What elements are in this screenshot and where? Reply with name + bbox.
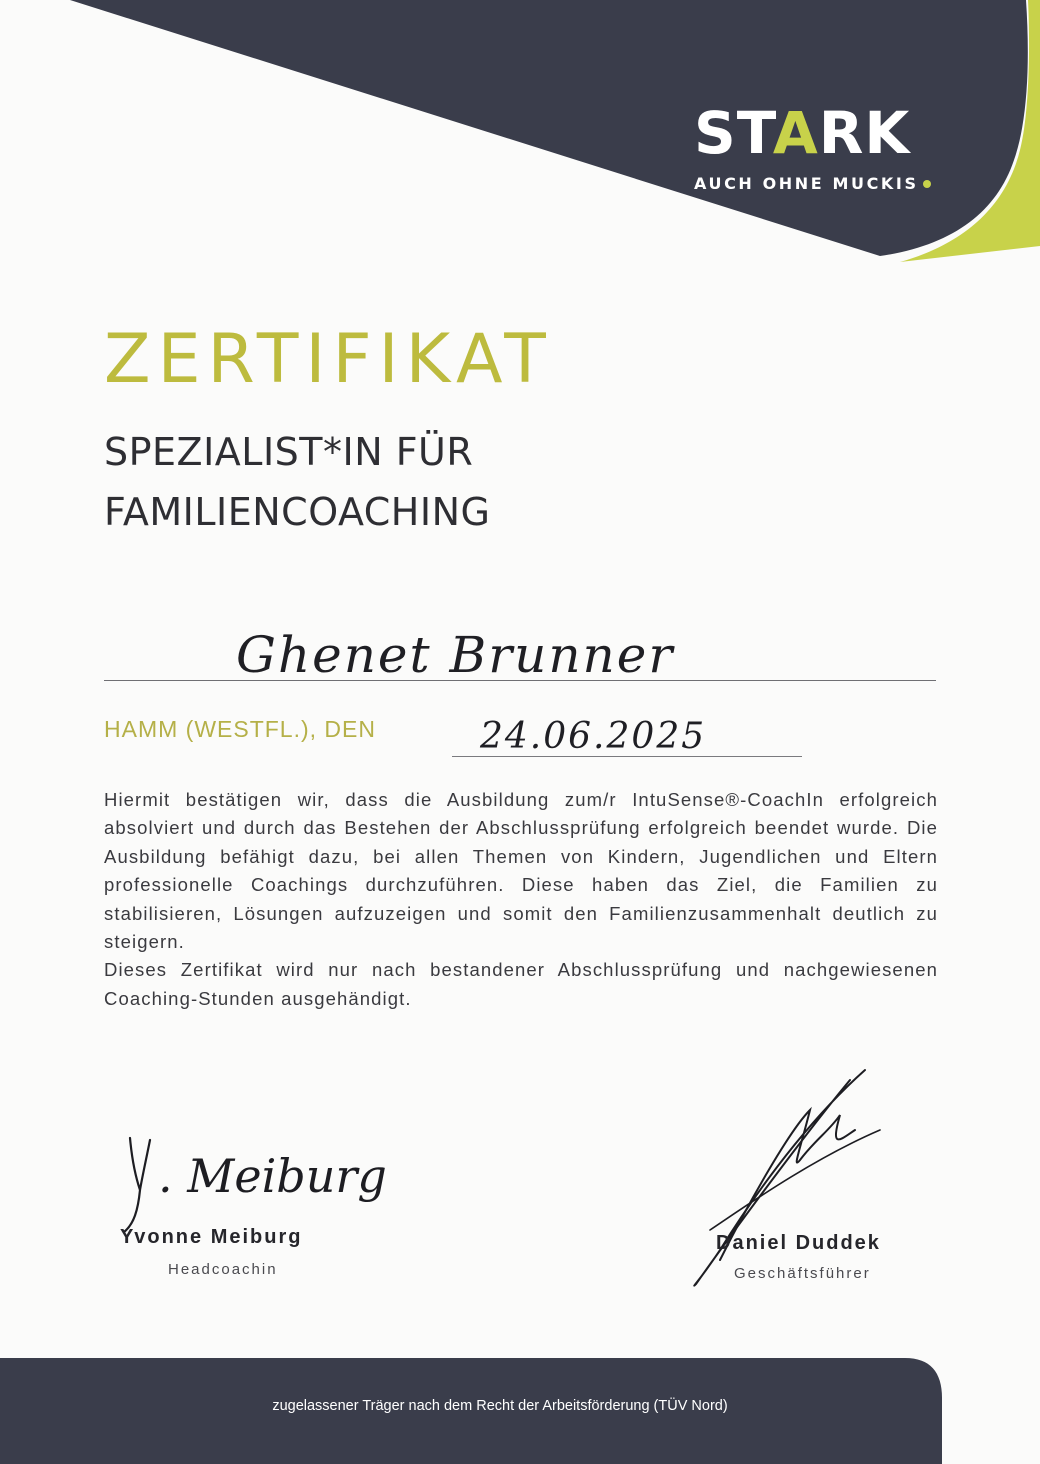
body-paragraph-2: Dieses Zertifikat wird nur nach bestandener Abschlussprüfung und nachgewiesenen Coaching-Stunden ausgehändigt. [104,959,938,1009]
stark-logo [694,99,960,167]
signature-left-name: Yvonne Meiburg [120,1226,303,1248]
issue-date: 24.06.2025 [480,716,707,757]
place-label: HAMM (WESTFL.), DEN [104,716,376,742]
body-paragraph-1: Hiermit bestätigen wir, dass die Ausbildung zum/r IntuSense®-CoachIn erfolgreich absolviert und durch das Bestehen der Abschlussprüfung erfolgreich beendet wurde. Die Ausbildung befähigt dazu, bei allen Themen von Kindern, Jugendlichen und Eltern professionelle Coachings durchzuführen. Diese haben das Ziel, die Familien zu stabilisieren, Lösungen aufzuzeigen und somit den Familienzusammenhalt deutlich zu steigern. [104,789,938,953]
logo-tagline-text: AUCH OHNE MUCKIS [694,174,919,193]
footer-text: zugelassener Träger nach dem Recht der Arbeitsförderung (TÜV Nord) [272,1398,728,1414]
certificate-body [104,786,938,1013]
certificate-title: ZERTIFIKAT [104,320,553,399]
certificate-subtitle: SPEZIALIST*IN FÜR FAMILIENCOACHING [104,430,491,534]
recipient-name: Ghenet Brunner [236,626,675,684]
date-underline [452,756,802,757]
svg-text:. Meiburg: . Meiburg [158,1149,387,1203]
signature-right-name: Daniel Duddek [716,1232,881,1254]
signature-right-role: Geschäftsführer [734,1265,871,1282]
logo-tagline [694,174,931,193]
logo-text-accent: A [772,99,819,167]
logo-text-prefix: ST [694,99,773,167]
name-underline [104,680,936,681]
signature-left-role: Headcoachin [168,1261,278,1278]
signature-right-handwriting [680,1060,920,1300]
logo-text-suffix: RK [818,99,911,167]
tagline-dot-icon [923,180,931,188]
